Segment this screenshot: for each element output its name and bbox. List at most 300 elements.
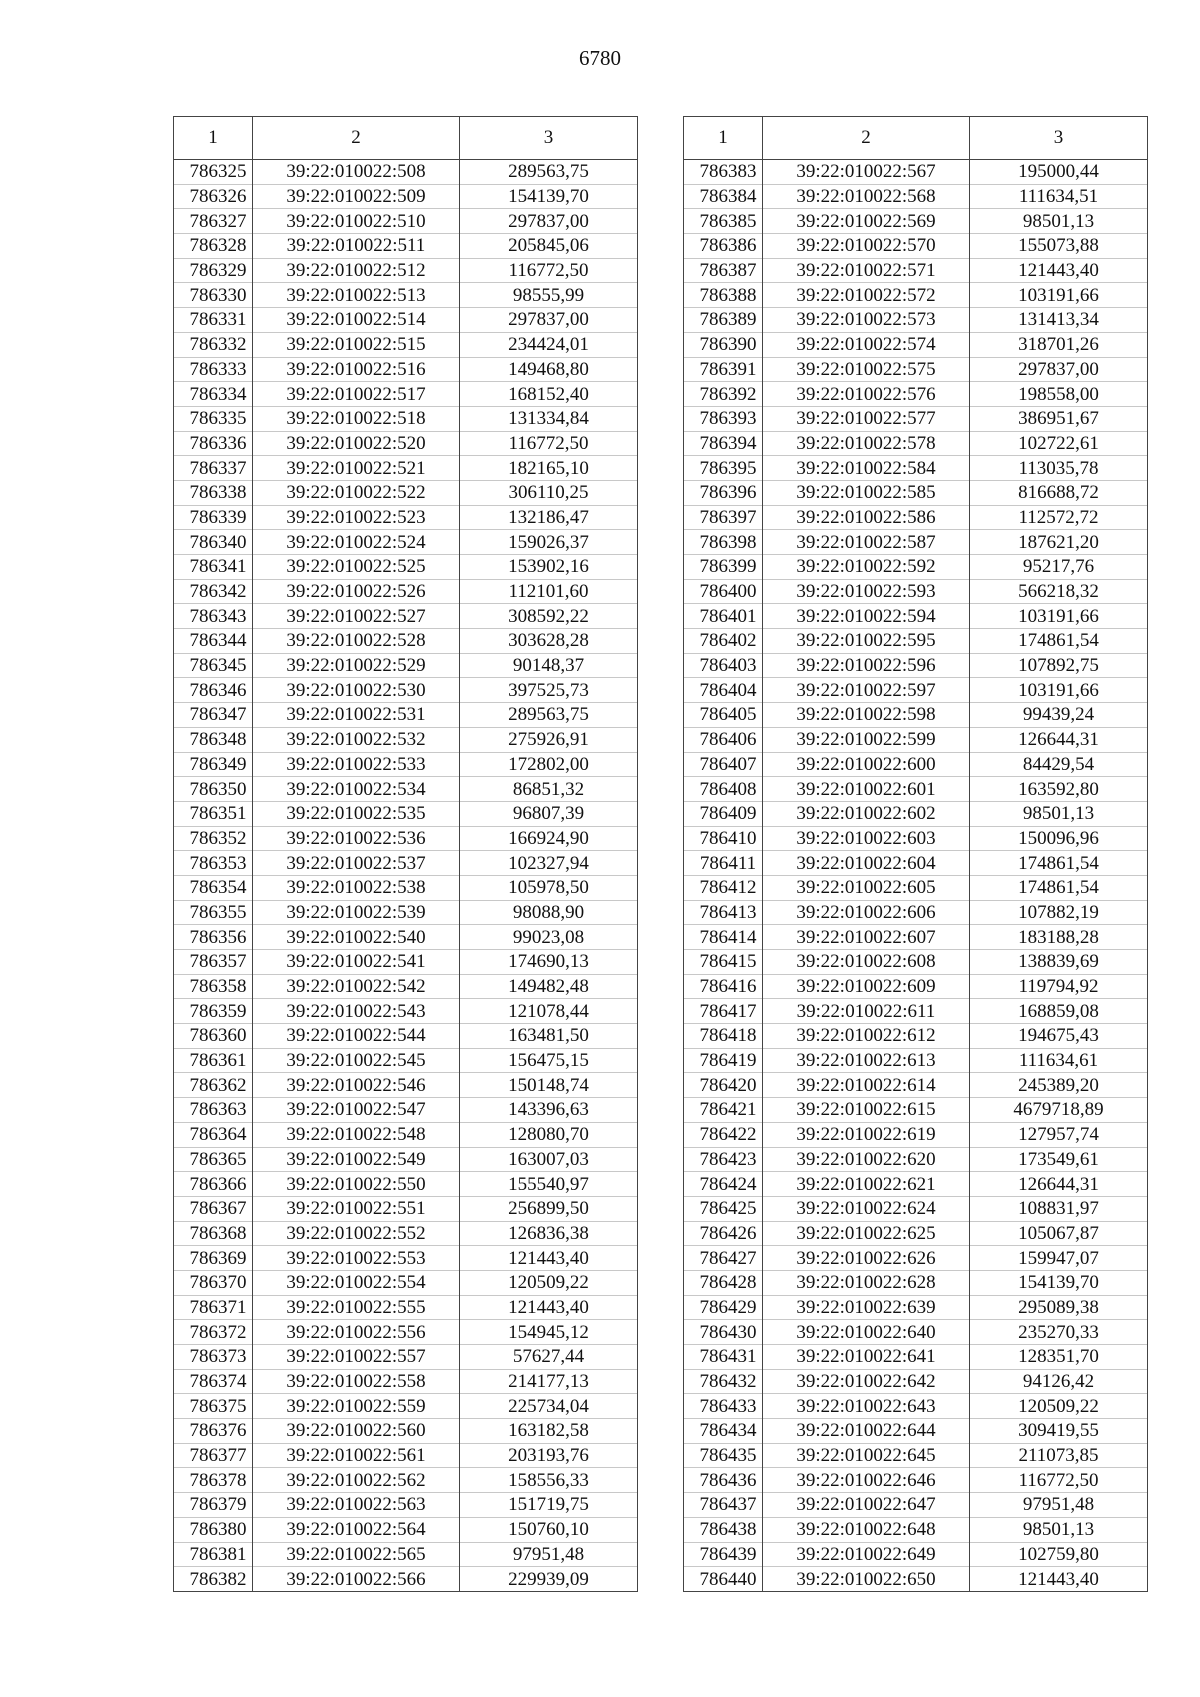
row-number-cell: 786423 [684,1147,763,1172]
cadastral-number-cell: 39:22:010022:558 [253,1369,460,1394]
value-cell: 94126,42 [970,1369,1148,1394]
value-cell: 103191,66 [970,678,1148,703]
table-row [174,752,638,777]
value-cell: 4679718,89 [970,1098,1148,1123]
value-cell: 172802,00 [460,752,638,777]
row-number-cell: 786359 [174,999,253,1024]
value-cell: 163007,03 [460,1147,638,1172]
row-number-cell: 786326 [174,184,253,209]
value-cell: 112572,72 [970,505,1148,530]
table-row [174,480,638,505]
table-row [684,1196,1148,1221]
value-cell: 275926,91 [460,727,638,752]
table-row [174,1048,638,1073]
value-cell: 116772,50 [460,431,638,456]
cadastral-number-cell: 39:22:010022:625 [763,1221,970,1246]
data-table-left [173,116,638,1592]
table-row [684,1295,1148,1320]
row-number-cell: 786440 [684,1567,763,1592]
cadastral-number-cell: 39:22:010022:543 [253,999,460,1024]
row-number-cell: 786418 [684,1024,763,1049]
data-table-right [683,116,1148,1592]
table-row [174,1468,638,1493]
cadastral-number-cell: 39:22:010022:533 [253,752,460,777]
row-number-cell: 786413 [684,900,763,925]
value-cell: 174690,13 [460,950,638,975]
cadastral-number-cell: 39:22:010022:606 [763,900,970,925]
row-number-cell: 786425 [684,1196,763,1221]
value-cell: 151719,75 [460,1493,638,1518]
cadastral-number-cell: 39:22:010022:508 [253,160,460,185]
value-cell: 245389,20 [970,1073,1148,1098]
row-number-cell: 786409 [684,801,763,826]
row-number-cell: 786367 [174,1196,253,1221]
value-cell: 174861,54 [970,875,1148,900]
value-cell: 154945,12 [460,1320,638,1345]
table-row [174,1122,638,1147]
value-cell: 116772,50 [460,258,638,283]
row-number-cell: 786382 [174,1567,253,1592]
value-cell: 102759,80 [970,1542,1148,1567]
row-number-cell: 786388 [684,283,763,308]
row-number-cell: 786400 [684,579,763,604]
row-number-cell: 786412 [684,875,763,900]
table-row [174,1542,638,1567]
cadastral-number-cell: 39:22:010022:624 [763,1196,970,1221]
value-cell: 98555,99 [460,283,638,308]
cadastral-number-cell: 39:22:010022:608 [763,950,970,975]
cadastral-number-cell: 39:22:010022:531 [253,703,460,728]
row-number-cell: 786424 [684,1172,763,1197]
cadastral-number-cell: 39:22:010022:602 [763,801,970,826]
cadastral-number-cell: 39:22:010022:541 [253,950,460,975]
table-row [174,357,638,382]
value-cell: 163182,58 [460,1419,638,1444]
table-row [684,332,1148,357]
row-number-cell: 786344 [174,629,253,654]
row-number-cell: 786360 [174,1024,253,1049]
value-cell: 121443,40 [970,1567,1148,1592]
value-cell: 116772,50 [970,1468,1148,1493]
cadastral-number-cell: 39:22:010022:620 [763,1147,970,1172]
cadastral-number-cell: 39:22:010022:540 [253,925,460,950]
cadastral-number-cell: 39:22:010022:578 [763,431,970,456]
row-number-cell: 786336 [174,431,253,456]
table-header-row [684,117,1148,160]
table-row [174,925,638,950]
row-number-cell: 786384 [684,184,763,209]
row-number-cell: 786429 [684,1295,763,1320]
value-cell: 153902,16 [460,555,638,580]
value-cell: 97951,48 [970,1493,1148,1518]
value-cell: 121443,40 [460,1295,638,1320]
cadastral-number-cell: 39:22:010022:559 [253,1394,460,1419]
cadastral-number-cell: 39:22:010022:650 [763,1567,970,1592]
value-cell: 102327,94 [460,851,638,876]
row-number-cell: 786333 [174,357,253,382]
value-cell: 96807,39 [460,801,638,826]
cadastral-number-cell: 39:22:010022:547 [253,1098,460,1123]
row-number-cell: 786345 [174,653,253,678]
cadastral-number-cell: 39:22:010022:600 [763,752,970,777]
page-number: 6780 [579,46,621,70]
table-row [684,209,1148,234]
row-number-cell: 786379 [174,1493,253,1518]
row-number-cell: 786335 [174,406,253,431]
table-row [174,678,638,703]
row-number-cell: 786342 [174,579,253,604]
row-number-cell: 786408 [684,777,763,802]
table-row [684,555,1148,580]
table-row [684,875,1148,900]
table-row [174,555,638,580]
table-row [684,925,1148,950]
cadastral-number-cell: 39:22:010022:603 [763,826,970,851]
row-number-cell: 786432 [684,1369,763,1394]
value-cell: 397525,73 [460,678,638,703]
table-row [684,308,1148,333]
value-cell: 108831,97 [970,1196,1148,1221]
table-row [684,752,1148,777]
cadastral-number-cell: 39:22:010022:532 [253,727,460,752]
table-row [684,1270,1148,1295]
value-cell: 156475,15 [460,1048,638,1073]
cadastral-number-cell: 39:22:010022:528 [253,629,460,654]
value-cell: 111634,61 [970,1048,1148,1073]
row-number-cell: 786433 [684,1394,763,1419]
value-cell: 98088,90 [460,900,638,925]
row-number-cell: 786334 [174,382,253,407]
row-number-cell: 786396 [684,480,763,505]
value-cell: 386951,67 [970,406,1148,431]
row-number-cell: 786405 [684,703,763,728]
cadastral-number-cell: 39:22:010022:642 [763,1369,970,1394]
table-row [684,1024,1148,1049]
cadastral-number-cell: 39:22:010022:607 [763,925,970,950]
cadastral-number-cell: 39:22:010022:564 [253,1517,460,1542]
table-row [174,505,638,530]
row-number-cell: 786357 [174,950,253,975]
cadastral-number-cell: 39:22:010022:545 [253,1048,460,1073]
cadastral-number-cell: 39:22:010022:639 [763,1295,970,1320]
cadastral-number-cell: 39:22:010022:573 [763,308,970,333]
cadastral-number-cell: 39:22:010022:614 [763,1073,970,1098]
value-cell: 57627,44 [460,1345,638,1370]
table-row [174,209,638,234]
value-cell: 97951,48 [460,1542,638,1567]
table-row [684,999,1148,1024]
row-number-cell: 786410 [684,826,763,851]
table-row [174,308,638,333]
row-number-cell: 786340 [174,530,253,555]
cadastral-number-cell: 39:22:010022:556 [253,1320,460,1345]
value-cell: 159947,07 [970,1246,1148,1271]
row-number-cell: 786390 [684,332,763,357]
table-row [174,1295,638,1320]
cadastral-number-cell: 39:22:010022:509 [253,184,460,209]
value-cell: 120509,22 [460,1270,638,1295]
table-row [684,283,1148,308]
table-row [174,456,638,481]
table-row [174,234,638,259]
table-row [684,1517,1148,1542]
row-number-cell: 786422 [684,1122,763,1147]
value-cell: 154139,70 [970,1270,1148,1295]
value-cell: 306110,25 [460,480,638,505]
table-header-row [174,117,638,160]
table-row [174,1517,638,1542]
cadastral-number-cell: 39:22:010022:552 [253,1221,460,1246]
cadastral-number-cell: 39:22:010022:609 [763,974,970,999]
row-number-cell: 786394 [684,431,763,456]
cadastral-number-cell: 39:22:010022:601 [763,777,970,802]
value-cell: 155540,97 [460,1172,638,1197]
row-number-cell: 786341 [174,555,253,580]
value-cell: 225734,04 [460,1394,638,1419]
cadastral-number-cell: 39:22:010022:649 [763,1542,970,1567]
value-cell: 205845,06 [460,234,638,259]
value-cell: 127957,74 [970,1122,1148,1147]
row-number-cell: 786368 [174,1221,253,1246]
row-number-cell: 786378 [174,1468,253,1493]
cadastral-number-cell: 39:22:010022:571 [763,258,970,283]
value-cell: 198558,00 [970,382,1148,407]
cadastral-number-cell: 39:22:010022:562 [253,1468,460,1493]
cadastral-number-cell: 39:22:010022:626 [763,1246,970,1271]
value-cell: 150148,74 [460,1073,638,1098]
cadastral-number-cell: 39:22:010022:595 [763,629,970,654]
table-row [684,1394,1148,1419]
row-number-cell: 786437 [684,1493,763,1518]
cadastral-number-cell: 39:22:010022:584 [763,456,970,481]
cadastral-number-cell: 39:22:010022:612 [763,1024,970,1049]
value-cell: 99439,24 [970,703,1148,728]
row-number-cell: 786434 [684,1419,763,1444]
value-cell: 195000,44 [970,160,1148,185]
value-cell: 121443,40 [970,258,1148,283]
value-cell: 309419,55 [970,1419,1148,1444]
table-row [174,801,638,826]
value-cell: 173549,61 [970,1147,1148,1172]
row-number-cell: 786385 [684,209,763,234]
row-number-cell: 786369 [174,1246,253,1271]
table-row [684,505,1148,530]
cadastral-number-cell: 39:22:010022:557 [253,1345,460,1370]
value-cell: 297837,00 [460,308,638,333]
row-number-cell: 786328 [174,234,253,259]
value-cell: 111634,51 [970,184,1148,209]
column-header-2: 2 [253,117,460,160]
cadastral-number-cell: 39:22:010022:563 [253,1493,460,1518]
column-header-2: 2 [763,117,970,160]
table-row [174,826,638,851]
row-number-cell: 786351 [174,801,253,826]
cadastral-number-cell: 39:22:010022:611 [763,999,970,1024]
table-row [174,629,638,654]
row-number-cell: 786435 [684,1443,763,1468]
table-row [174,258,638,283]
row-number-cell: 786375 [174,1394,253,1419]
value-cell: 131413,34 [970,308,1148,333]
value-cell: 318701,26 [970,332,1148,357]
value-cell: 256899,50 [460,1196,638,1221]
table-row [684,1320,1148,1345]
cadastral-number-cell: 39:22:010022:574 [763,332,970,357]
value-cell: 150760,10 [460,1517,638,1542]
table-row [174,1073,638,1098]
table-row [174,184,638,209]
value-cell: 150096,96 [970,826,1148,851]
row-number-cell: 786417 [684,999,763,1024]
value-cell: 289563,75 [460,703,638,728]
value-cell: 99023,08 [460,925,638,950]
table-row [684,851,1148,876]
table-row [174,431,638,456]
cadastral-number-cell: 39:22:010022:646 [763,1468,970,1493]
table-row [174,604,638,629]
cadastral-number-cell: 39:22:010022:597 [763,678,970,703]
table-row [174,1221,638,1246]
row-number-cell: 786363 [174,1098,253,1123]
cadastral-number-cell: 39:22:010022:530 [253,678,460,703]
table-row [174,1369,638,1394]
value-cell: 166924,90 [460,826,638,851]
value-cell: 128351,70 [970,1345,1148,1370]
cadastral-number-cell: 39:22:010022:621 [763,1172,970,1197]
table-row [174,999,638,1024]
table-row [684,777,1148,802]
cadastral-number-cell: 39:22:010022:586 [763,505,970,530]
cadastral-number-cell: 39:22:010022:643 [763,1394,970,1419]
value-cell: 159026,37 [460,530,638,555]
row-number-cell: 786438 [684,1517,763,1542]
table-row [174,160,638,185]
row-number-cell: 786354 [174,875,253,900]
table-row [174,1196,638,1221]
row-number-cell: 786421 [684,1098,763,1123]
value-cell: 566218,32 [970,579,1148,604]
cadastral-number-cell: 39:22:010022:585 [763,480,970,505]
table-row [174,653,638,678]
table-row [684,1345,1148,1370]
table-row [174,851,638,876]
cadastral-number-cell: 39:22:010022:592 [763,555,970,580]
cadastral-number-cell: 39:22:010022:554 [253,1270,460,1295]
table-row [174,332,638,357]
row-number-cell: 786431 [684,1345,763,1370]
cadastral-number-cell: 39:22:010022:516 [253,357,460,382]
table-row [684,974,1148,999]
cadastral-number-cell: 39:22:010022:576 [763,382,970,407]
row-number-cell: 786395 [684,456,763,481]
table-row [684,530,1148,555]
cadastral-number-cell: 39:22:010022:542 [253,974,460,999]
cadastral-number-cell: 39:22:010022:512 [253,258,460,283]
row-number-cell: 786383 [684,160,763,185]
value-cell: 816688,72 [970,480,1148,505]
table-row [684,1542,1148,1567]
table-row [174,530,638,555]
table-row [174,579,638,604]
table-row [174,900,638,925]
value-cell: 119794,92 [970,974,1148,999]
cadastral-number-cell: 39:22:010022:640 [763,1320,970,1345]
table-row [684,1147,1148,1172]
row-number-cell: 786411 [684,851,763,876]
table-row [174,406,638,431]
table-row [174,1147,638,1172]
cadastral-number-cell: 39:22:010022:550 [253,1172,460,1197]
table-row [174,1394,638,1419]
row-number-cell: 786427 [684,1246,763,1271]
table-row [174,777,638,802]
table-row [174,950,638,975]
value-cell: 138839,69 [970,950,1148,975]
value-cell: 102722,61 [970,431,1148,456]
row-number-cell: 786402 [684,629,763,654]
cadastral-number-cell: 39:22:010022:561 [253,1443,460,1468]
table-row [684,826,1148,851]
table-row [684,1567,1148,1592]
value-cell: 84429,54 [970,752,1148,777]
row-number-cell: 786352 [174,826,253,851]
row-number-cell: 786361 [174,1048,253,1073]
row-number-cell: 786356 [174,925,253,950]
row-number-cell: 786415 [684,950,763,975]
column-header-3: 3 [460,117,638,160]
table-row [684,480,1148,505]
cadastral-number-cell: 39:22:010022:515 [253,332,460,357]
cadastral-number-cell: 39:22:010022:593 [763,579,970,604]
table-row [174,974,638,999]
cadastral-number-cell: 39:22:010022:604 [763,851,970,876]
row-number-cell: 786377 [174,1443,253,1468]
table-row [684,1419,1148,1444]
value-cell: 194675,43 [970,1024,1148,1049]
cadastral-number-cell: 39:22:010022:536 [253,826,460,851]
row-number-cell: 786393 [684,406,763,431]
value-cell: 128080,70 [460,1122,638,1147]
table-row [684,234,1148,259]
table-row [174,283,638,308]
value-cell: 105978,50 [460,875,638,900]
row-number-cell: 786332 [174,332,253,357]
cadastral-number-cell: 39:22:010022:598 [763,703,970,728]
table-row [684,382,1148,407]
cadastral-number-cell: 39:22:010022:645 [763,1443,970,1468]
table-row [174,1270,638,1295]
cadastral-number-cell: 39:22:010022:648 [763,1517,970,1542]
table-row [174,1345,638,1370]
cadastral-number-cell: 39:22:010022:566 [253,1567,460,1592]
cadastral-number-cell: 39:22:010022:587 [763,530,970,555]
cadastral-number-cell: 39:22:010022:596 [763,653,970,678]
table-row [684,431,1148,456]
value-cell: 155073,88 [970,234,1148,259]
table-row [174,875,638,900]
value-cell: 154139,70 [460,184,638,209]
value-cell: 168859,08 [970,999,1148,1024]
row-number-cell: 786401 [684,604,763,629]
row-number-cell: 786428 [684,1270,763,1295]
table-row [174,1246,638,1271]
cadastral-number-cell: 39:22:010022:525 [253,555,460,580]
cadastral-number-cell: 39:22:010022:521 [253,456,460,481]
value-cell: 149468,80 [460,357,638,382]
value-cell: 98501,13 [970,801,1148,826]
table-row [174,1320,638,1345]
row-number-cell: 786416 [684,974,763,999]
